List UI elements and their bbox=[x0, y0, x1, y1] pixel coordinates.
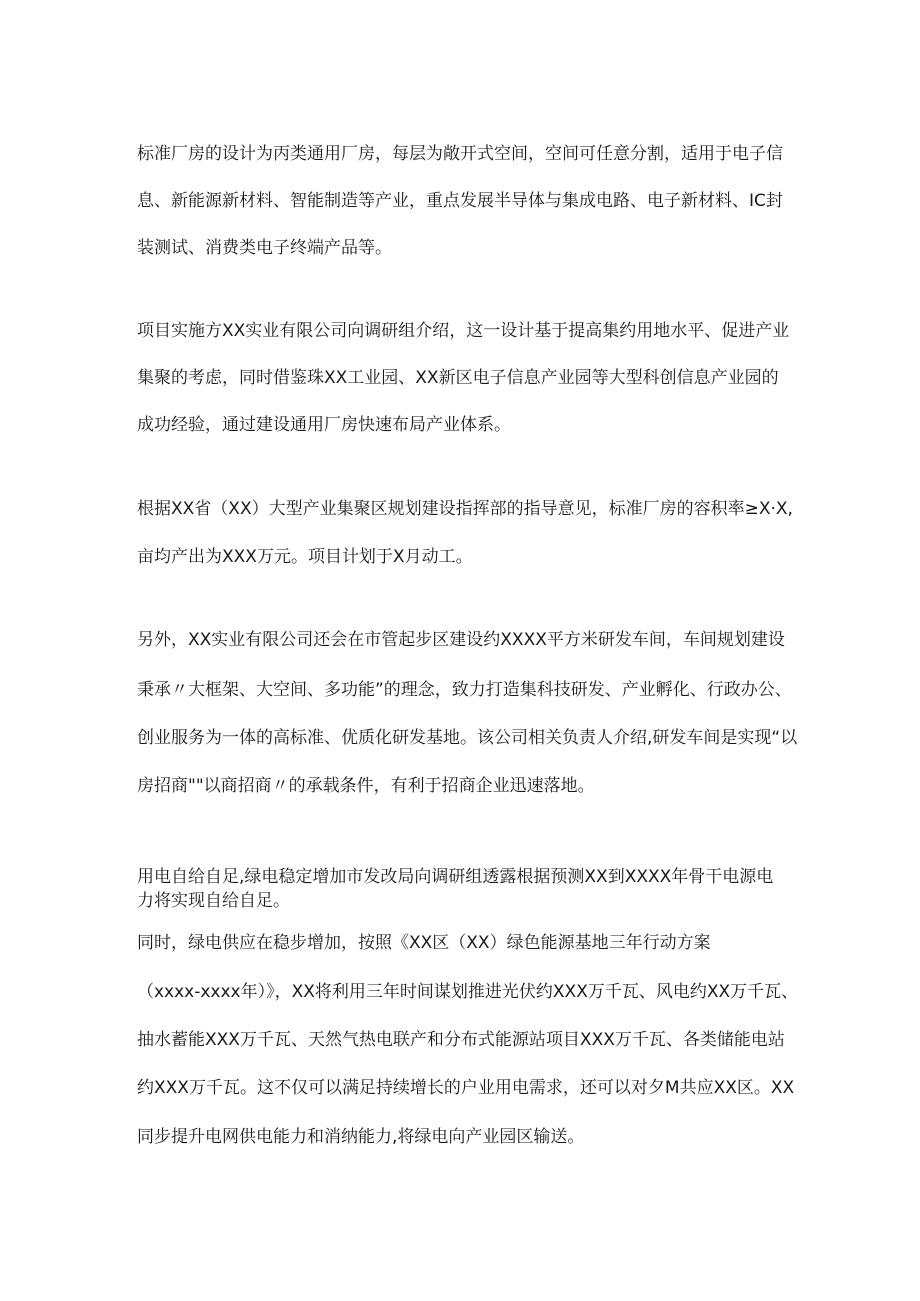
paragraph-6-line-4: 约XXX万千瓦。这不仅可以满足持续增长的户业用电需求，还可以对夕M共应XX区。XX bbox=[137, 1078, 795, 1098]
paragraph-3-line-1: 根据XX省（XX）大型产业集聚区规划建设指挥部的指导意见，标准厂房的容积率≥X·X, bbox=[137, 499, 793, 519]
paragraph-2-line-2: 集聚的考虑，同时借鉴珠XX工业园、XX新区电子信息产业园等大型科创信息产业园的 bbox=[137, 368, 779, 388]
paragraph-1-line-1: 标准厂房的设计为丙类通用厂房，每层为敞开式空间，空间可任意分割，适用于电子信 bbox=[137, 144, 783, 164]
paragraph-6-line-3: 抽水蓄能XXX万千瓦、天然气热电联产和分布式能源站项目XXX万千瓦、各类储能电站 bbox=[137, 1030, 785, 1050]
paragraph-4-line-3: 创业服务为一体的高标准、优质化研发基地。该公司相关负责人介绍,研发车间是实现“以 bbox=[137, 728, 798, 748]
paragraph-6-line-5: 同步提升电网供电能力和消纳能力,将绿电向产业园区输送。 bbox=[137, 1127, 585, 1147]
paragraph-1-line-2: 息、新能源新材料、智能制造等产业，重点发展半导体与集成电路、电子新材料、IC封 bbox=[137, 191, 783, 211]
paragraph-1-line-3: 装测试、消费类电子终端产品等。 bbox=[137, 238, 392, 258]
paragraph-4-line-2: 秉承〃大框架、大空间、多功能”的理念，致力打造集科技研发、产业孵化、行政办公、 bbox=[137, 680, 792, 700]
paragraph-2-line-3: 成功经验，通过建设通用厂房快速布局产业体系。 bbox=[137, 415, 511, 435]
paragraph-5-line-2: 力将实现自给自足。 bbox=[137, 891, 290, 911]
paragraph-4-line-1: 另外，XX实业有限公司还会在市管起步区建设约XXXX平方米研发车间，车间规划建设 bbox=[137, 630, 785, 650]
paragraph-2-line-1: 项目实施方XX实业有限公司向调研组介绍，这一设计基于提高集约用地水平、促进产业 bbox=[137, 321, 790, 341]
paragraph-3-line-2: 亩均产出为XXX万元。项目计划于X月动工。 bbox=[137, 547, 473, 567]
paragraph-4-line-4: 房招商""以商招商〃的承载条件，有利于招商企业迅速落地。 bbox=[137, 776, 595, 796]
paragraph-6-line-2: （xxxx-xxxx年）》，XX将利用三年时间谋划推进光伏约XXX万千瓦、风电约XX万千瓦、 bbox=[137, 982, 799, 1002]
paragraph-6-line-1: 同时，绿电供应在稳步增加，按照《XX区（XX）绿色能源基地三年行动方案 bbox=[137, 933, 711, 953]
paragraph-5-line-1: 用电自给自足,绿电稳定增加市发改局向调研组透露根据预测XX到XXXX年骨干电源电 bbox=[137, 867, 774, 887]
